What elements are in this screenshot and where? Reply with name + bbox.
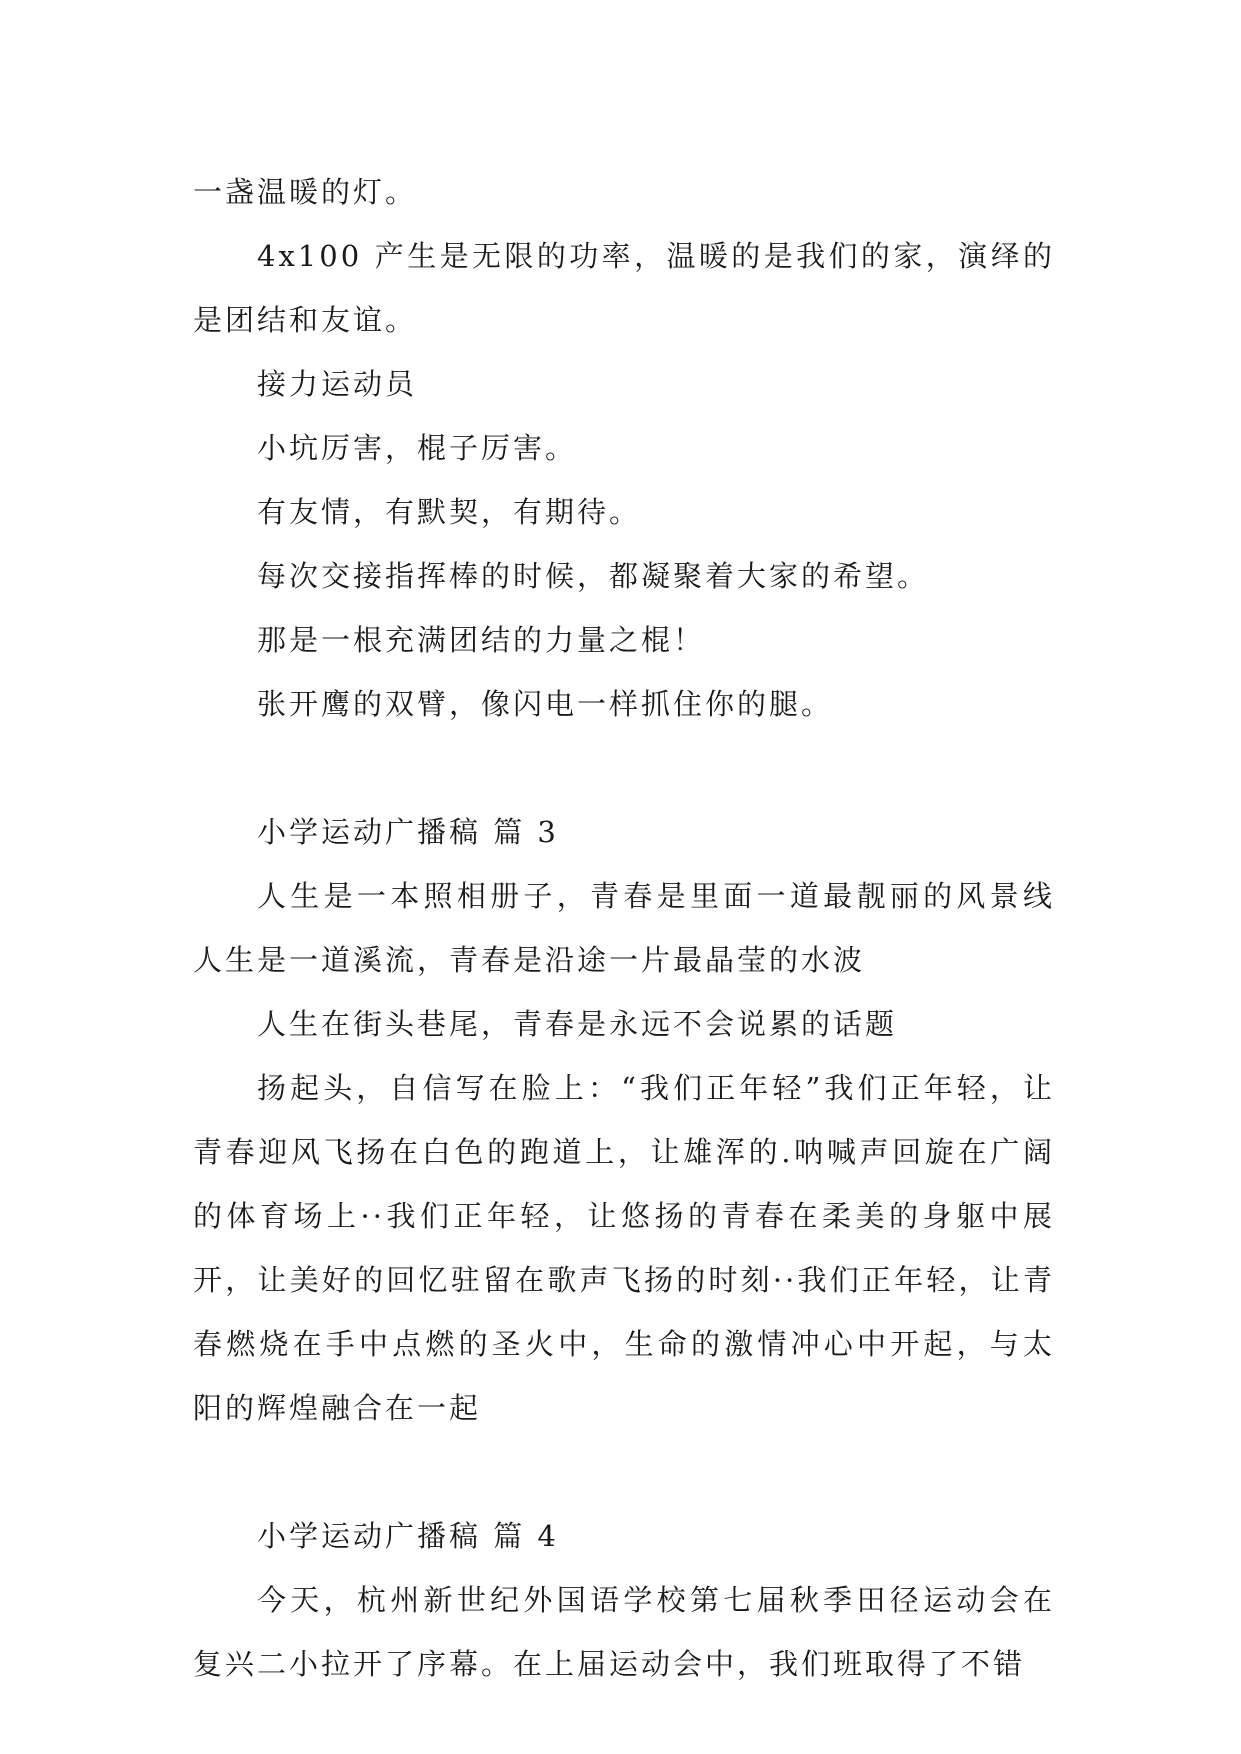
paragraph: 每次交接指挥棒的时候，都凝聚着大家的希望。 <box>257 559 930 593</box>
paragraph: 那是一根充满团结的力量之棍！ <box>257 623 706 657</box>
section-heading: 小学运动广播稿 篇 4 <box>257 1519 559 1553</box>
paragraph: 今天，杭州新世纪外国语学校第七届秋季田径运动会在复兴二小拉开了序幕。在上届运动会中，我们班取得了不错 <box>193 1583 1055 1681</box>
paragraph: 接力运动员 <box>257 367 418 401</box>
paragraph: 人生在街头巷尾，青春是永远不会说累的话题 <box>257 1007 898 1041</box>
paragraph: 扬起头，自信写在脸上：“我们正年轻”我们正年轻，让青春迎风飞扬在白色的跑道上，让雄浑的.呐喊声回旋在广阔的体育场上··我们正年轻，让悠扬的青春在柔美的身躯中展开，让美好的回忆驻留在歌声飞扬的时刻··我们正年轻，让青春燃烧在手中点燃的圣火中，生命的激情冲心中开起，与太阳的辉煌融合在一起 <box>193 1071 1055 1425</box>
paragraph: 小坑厉害，棍子厉害。 <box>257 431 578 465</box>
paragraph: 有友情，有默契，有期待。 <box>257 495 642 529</box>
paragraph: 人生是一本照相册子，青春是里面一道最靓丽的风景线人生是一道溪流，青春是沿途一片最晶莹的水波 <box>193 879 1055 977</box>
section-heading: 小学运动广播稿 篇 3 <box>257 815 559 849</box>
document-body <box>193 160 1055 1696</box>
section-gap <box>193 736 1055 800</box>
paragraph: 一盏温暖的灯。 <box>193 175 418 209</box>
section-gap <box>193 1440 1055 1504</box>
paragraph: 张开鹰的双臂，像闪电一样抓住你的腿。 <box>257 687 834 721</box>
paragraph: 4x100 产生是无限的功率，温暖的是我们的家，演绎的是团结和友谊。 <box>193 239 1055 337</box>
